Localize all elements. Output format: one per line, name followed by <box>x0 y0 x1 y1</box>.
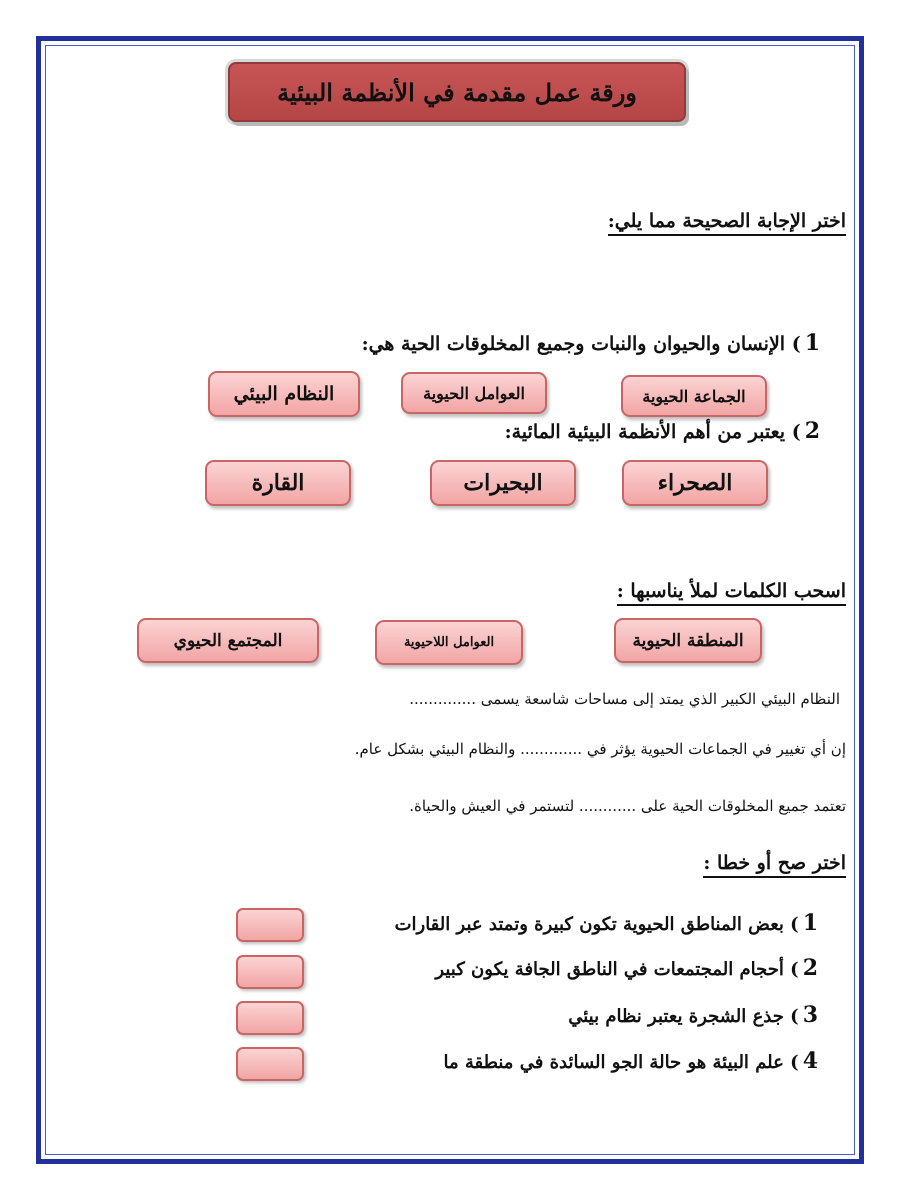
drag-word-2[interactable]: العوامل اللاحيوية <box>375 620 523 665</box>
tf-item-1-text: بعض المناطق الحيوية تكون كبيرة وتمتد عبر القارات <box>394 914 784 935</box>
worksheet-title: ورقة عمل مقدمة في الأنظمة البيئية <box>228 62 686 122</box>
section2-heading: اسحب الكلمات لملأ يناسبها : <box>617 580 846 606</box>
tf-item-2-text: أحجام المجتمعات في الناطق الجافة يكون كبير <box>435 959 784 980</box>
tf-item-2-number: 2 <box>802 955 818 981</box>
drag-word-1[interactable]: المنطقة الحيوية <box>614 618 762 663</box>
tf-item-4: 4) علم البيئة هو حالة الجو السائدة في منطقة ما <box>443 1048 818 1074</box>
question-2-text: يعتبر من أهم الأنظمة البيئية المائية: <box>504 421 786 443</box>
q2-option-1[interactable]: الصحراء <box>622 460 768 506</box>
fill-sentence-2: إن أي تغيير في الجماعات الحيوية يؤثر في ............. والنظام البيئي بشكل عام. <box>354 740 846 758</box>
tf-item-3: 3) جذع الشجرة يعتبر نظام بيئي <box>568 1002 818 1028</box>
question-1-text: الإنسان والحيوان والنبات وجميع المخلوقات الحية هي: <box>361 333 786 355</box>
tf-answer-box-1[interactable] <box>236 908 304 942</box>
question-1: 1) الإنسان والحيوان والنبات وجميع المخلوقات الحية هي: <box>361 330 820 356</box>
section3-heading: اختر صح أو خطا : <box>703 852 846 878</box>
tf-item-4-text: علم البيئة هو حالة الجو السائدة في منطقة ما <box>443 1052 784 1073</box>
tf-item-2: 2) أحجام المجتمعات في الناطق الجافة يكون كبير <box>435 955 818 981</box>
q2-option-3[interactable]: القارة <box>205 460 351 506</box>
tf-item-3-text: جذع الشجرة يعتبر نظام بيئي <box>568 1006 784 1027</box>
question-1-number: 1 <box>804 330 820 356</box>
tf-item-1: 1) بعض المناطق الحيوية تكون كبيرة وتمتد عبر القارات <box>394 910 818 936</box>
tf-item-3-number: 3 <box>802 1002 818 1028</box>
fill-sentence-3: تعتمد جميع المخلوقات الحية على ............ لتستمر في العيش والحياة. <box>409 797 846 815</box>
tf-answer-box-4[interactable] <box>236 1047 304 1081</box>
tf-answer-box-3[interactable] <box>236 1001 304 1035</box>
tf-item-4-number: 4 <box>802 1048 818 1074</box>
fill-sentence-1: النظام البيئي الكبير الذي يمتد إلى مساحات شاسعة يسمى .............. <box>409 690 840 708</box>
drag-word-3[interactable]: المجتمع الحيوي <box>137 618 319 663</box>
q1-option-1[interactable]: الجماعة الحيوية <box>621 375 767 417</box>
q1-option-2[interactable]: العوامل الحيوية <box>401 372 547 414</box>
q1-option-3[interactable]: النظام البيئي <box>208 371 360 417</box>
q2-option-2[interactable]: البحيرات <box>430 460 576 506</box>
question-2-number: 2 <box>804 418 820 444</box>
tf-answer-box-2[interactable] <box>236 955 304 989</box>
section1-heading: اختر الإجابة الصحيحة مما يلي: <box>608 210 846 236</box>
question-2: 2) يعتبر من أهم الأنظمة البيئية المائية: <box>504 418 820 444</box>
tf-item-1-number: 1 <box>802 910 818 936</box>
